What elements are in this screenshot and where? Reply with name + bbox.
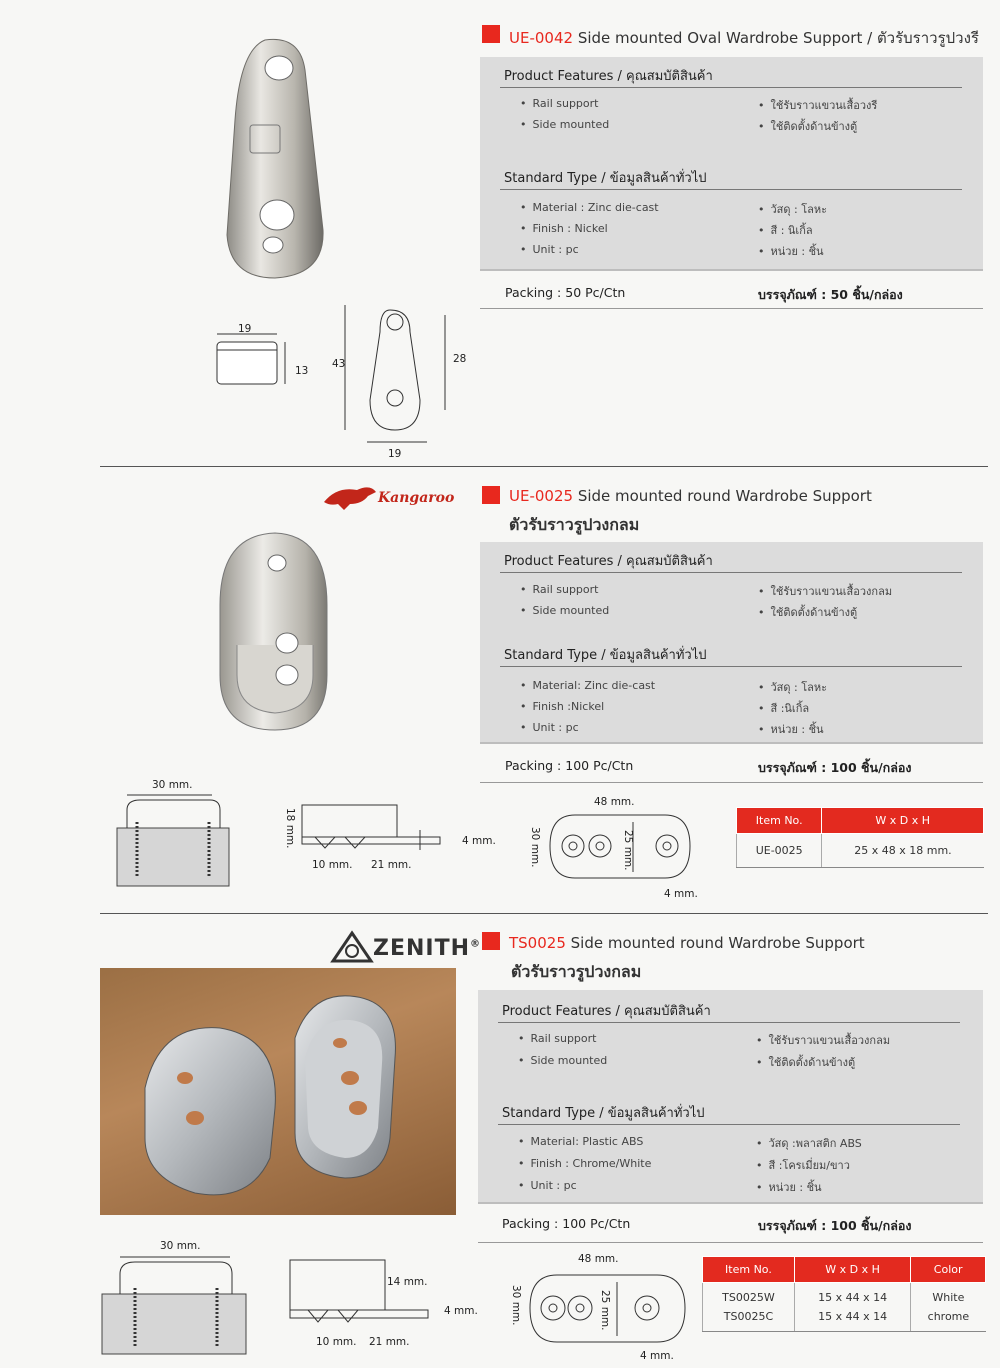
table-row — [737, 834, 984, 868]
feature-en: • Side mounted — [520, 604, 609, 617]
dim-48: 48 mm. — [594, 796, 635, 808]
spec-th: • วัสดุ :พลาสติก ABS — [756, 1134, 862, 1152]
packing-th: บรรจุภัณฑ์ : 50 ชิ้น/กล่อง — [758, 287, 903, 302]
product-code: UE-0042 — [509, 29, 574, 47]
dim-base-width: 19 — [388, 448, 402, 460]
spec-en: • Finish :Nickel — [520, 700, 604, 713]
divider — [500, 572, 962, 573]
registered-mark: ® — [470, 938, 481, 950]
brand-name: Kangaroo — [378, 490, 455, 506]
product-title-text: Side mounted Oval Wardrobe Support / ตัวรับราวรูปวงรี — [573, 29, 979, 47]
dim-height: 13 — [295, 365, 309, 377]
product-image-ue0025 — [215, 525, 335, 735]
packing-th: บรรจุภัณฑ์ : 100 ชิ้น/กล่อง — [758, 760, 912, 775]
spec-th: • วัสดุ : โลหะ — [758, 200, 827, 218]
divider — [498, 1124, 960, 1125]
spec-th: • หน่วย : ชิ้น — [756, 1178, 822, 1196]
product-subtitle: ตัวรับราวรูปวงกลม — [509, 515, 640, 534]
info-panel — [480, 542, 983, 744]
dim-10: 10 mm. — [316, 1336, 357, 1348]
spec-en: • Finish : Nickel — [520, 222, 608, 235]
divider — [478, 1242, 983, 1243]
dim-width: 19 — [238, 323, 252, 335]
spec-en: • Unit : pc — [520, 243, 579, 256]
spec-th: • หน่วย : ชิ้น — [758, 720, 824, 738]
product-title — [509, 26, 979, 50]
feature-en: • Rail support — [520, 97, 598, 110]
item-color: White — [911, 1283, 986, 1308]
dim-10: 10 mm. — [312, 859, 353, 871]
dim-4: 4 mm. — [444, 1305, 478, 1317]
col-item-no: Item No. — [737, 808, 822, 834]
section-divider — [100, 913, 988, 914]
side-drawing — [288, 1258, 438, 1338]
col-color: Color — [911, 1257, 986, 1283]
item-no: TS0025W — [703, 1283, 795, 1308]
feature-th: • ใช้รับราวแขวนเสื้อวงรี — [758, 96, 877, 114]
feature-th: • ใช้รับราวแขวนเสื้อวงกลม — [758, 582, 892, 600]
feature-th: • ใช้ติดตั้งด้านข้างตู้ — [756, 1053, 855, 1071]
product-code: UE-0025 — [509, 487, 574, 505]
dim-top: 30 mm. — [152, 779, 193, 791]
kangaroo-logo-icon — [322, 482, 378, 512]
standard-heading: Standard Type / ข้อมูลสินค้าทั่วไป — [502, 1106, 705, 1121]
spec-th: • สี :นิเกิ้ล — [758, 699, 809, 717]
dim-30: 30 mm. — [529, 827, 541, 868]
brand-text: ZENITH — [373, 936, 470, 961]
dim-bottom-4: 4 mm. — [640, 1350, 674, 1362]
dim-14: 14 mm. — [387, 1276, 428, 1288]
divider — [500, 87, 962, 88]
spec-th: • หน่วย : ชิ้น — [758, 242, 824, 260]
feature-th: • ใช้รับราวแขวนเสื้อวงกลม — [756, 1031, 890, 1049]
product-photo-ts0025 — [100, 968, 456, 1215]
feature-en: • Side mounted — [520, 118, 609, 131]
item-color: chrome — [911, 1307, 986, 1332]
spec-th: • วัสดุ : โลหะ — [758, 678, 827, 696]
spec-en: • Material : Zinc die-cast — [520, 201, 659, 214]
red-square-icon — [482, 25, 500, 43]
item-size: 25 x 48 x 18 mm. — [822, 834, 984, 868]
product-title — [509, 934, 865, 952]
packing-en: Packing : 50 Pc/Ctn — [505, 285, 626, 300]
red-square-icon — [482, 932, 500, 950]
item-no: TS0025C — [703, 1307, 795, 1332]
dim-21: 21 mm. — [369, 1336, 410, 1348]
dim-4: 4 mm. — [462, 835, 496, 847]
item-size: 15 x 44 x 14 — [794, 1283, 910, 1308]
product-image-ue0042 — [205, 30, 335, 290]
spec-en: • Unit : pc — [520, 721, 579, 734]
col-wxdxh: W x D x H — [822, 808, 984, 834]
dim-top: 30 mm. — [160, 1240, 201, 1252]
spec-table-ue0025 — [736, 807, 984, 868]
dim-height-18: 18 mm. — [284, 808, 296, 849]
standard-heading: Standard Type / ข้อมูลสินค้าทั่วไป — [504, 171, 707, 186]
divider — [500, 189, 962, 190]
photo-objects — [100, 968, 456, 1215]
feature-en: • Rail support — [520, 583, 598, 596]
features-heading: Product Features / คุณสมบัติสินค้า — [504, 69, 713, 84]
product-subtitle: ตัวรับราวรูปวงกลม — [511, 962, 642, 981]
product-title-text: Side mounted round Wardrobe Support — [573, 487, 872, 505]
mount-drawing — [112, 790, 237, 890]
dim-30: 30 mm. — [510, 1285, 522, 1326]
mount-drawing — [100, 1252, 250, 1356]
red-square-icon — [482, 486, 500, 504]
dim-25: 25 mm. — [622, 830, 634, 871]
features-heading: Product Features / คุณสมบัติสินค้า — [502, 1004, 711, 1019]
packing-en: Packing : 100 Pc/Ctn — [505, 758, 634, 773]
product-title — [509, 487, 872, 505]
col-item-no: Item No. — [703, 1257, 795, 1283]
product-code: TS0025 — [509, 934, 566, 952]
section-divider — [100, 466, 988, 467]
spec-table-ts0025 — [702, 1256, 986, 1332]
standard-heading: Standard Type / ข้อมูลสินค้าทั่วไป — [504, 648, 707, 663]
feature-en: • Rail support — [518, 1032, 596, 1045]
dim-bottom-4: 4 mm. — [664, 888, 698, 900]
packing-th: บรรจุภัณฑ์ : 100 ชิ้น/กล่อง — [758, 1218, 912, 1233]
item-size: 15 x 44 x 14 — [794, 1307, 910, 1332]
divider — [480, 308, 983, 309]
info-panel — [480, 57, 983, 271]
divider — [498, 1022, 960, 1023]
spec-en: • Unit : pc — [518, 1179, 577, 1192]
dim-25: 25 mm. — [599, 1290, 611, 1331]
dim-48: 48 mm. — [578, 1253, 619, 1265]
zenith-logo-icon — [330, 930, 374, 964]
table-row — [703, 1307, 986, 1332]
side-drawing — [300, 800, 460, 860]
spec-th: • สี : นิเกิ้ล — [758, 221, 813, 239]
spec-en: • Finish : Chrome/White — [518, 1157, 651, 1170]
col-wxdxh: W x D x H — [794, 1257, 910, 1283]
features-heading: Product Features / คุณสมบัติสินค้า — [504, 554, 713, 569]
divider — [500, 666, 962, 667]
spec-en: • Material: Zinc die-cast — [520, 679, 655, 692]
table-row — [703, 1283, 986, 1308]
dim-hole-distance: 28 — [453, 353, 467, 365]
spec-th: • สี :โครเมี่ยม/ขาว — [756, 1156, 850, 1174]
dim-length: 43 — [332, 358, 346, 370]
feature-en: • Side mounted — [518, 1054, 607, 1067]
feature-th: • ใช้ติดตั้งด้านข้างตู้ — [758, 603, 857, 621]
brand-name — [373, 936, 481, 961]
packing-en: Packing : 100 Pc/Ctn — [502, 1216, 631, 1231]
product-title-text: Side mounted round Wardrobe Support — [565, 934, 865, 952]
spec-en: • Material: Plastic ABS — [518, 1135, 643, 1148]
feature-th: • ใช้ติดตั้งด้านข้างตู้ — [758, 117, 857, 135]
divider — [480, 782, 983, 783]
top-drawing — [545, 810, 695, 885]
item-no: UE-0025 — [737, 834, 822, 868]
dim-21: 21 mm. — [371, 859, 412, 871]
info-panel — [478, 990, 983, 1204]
